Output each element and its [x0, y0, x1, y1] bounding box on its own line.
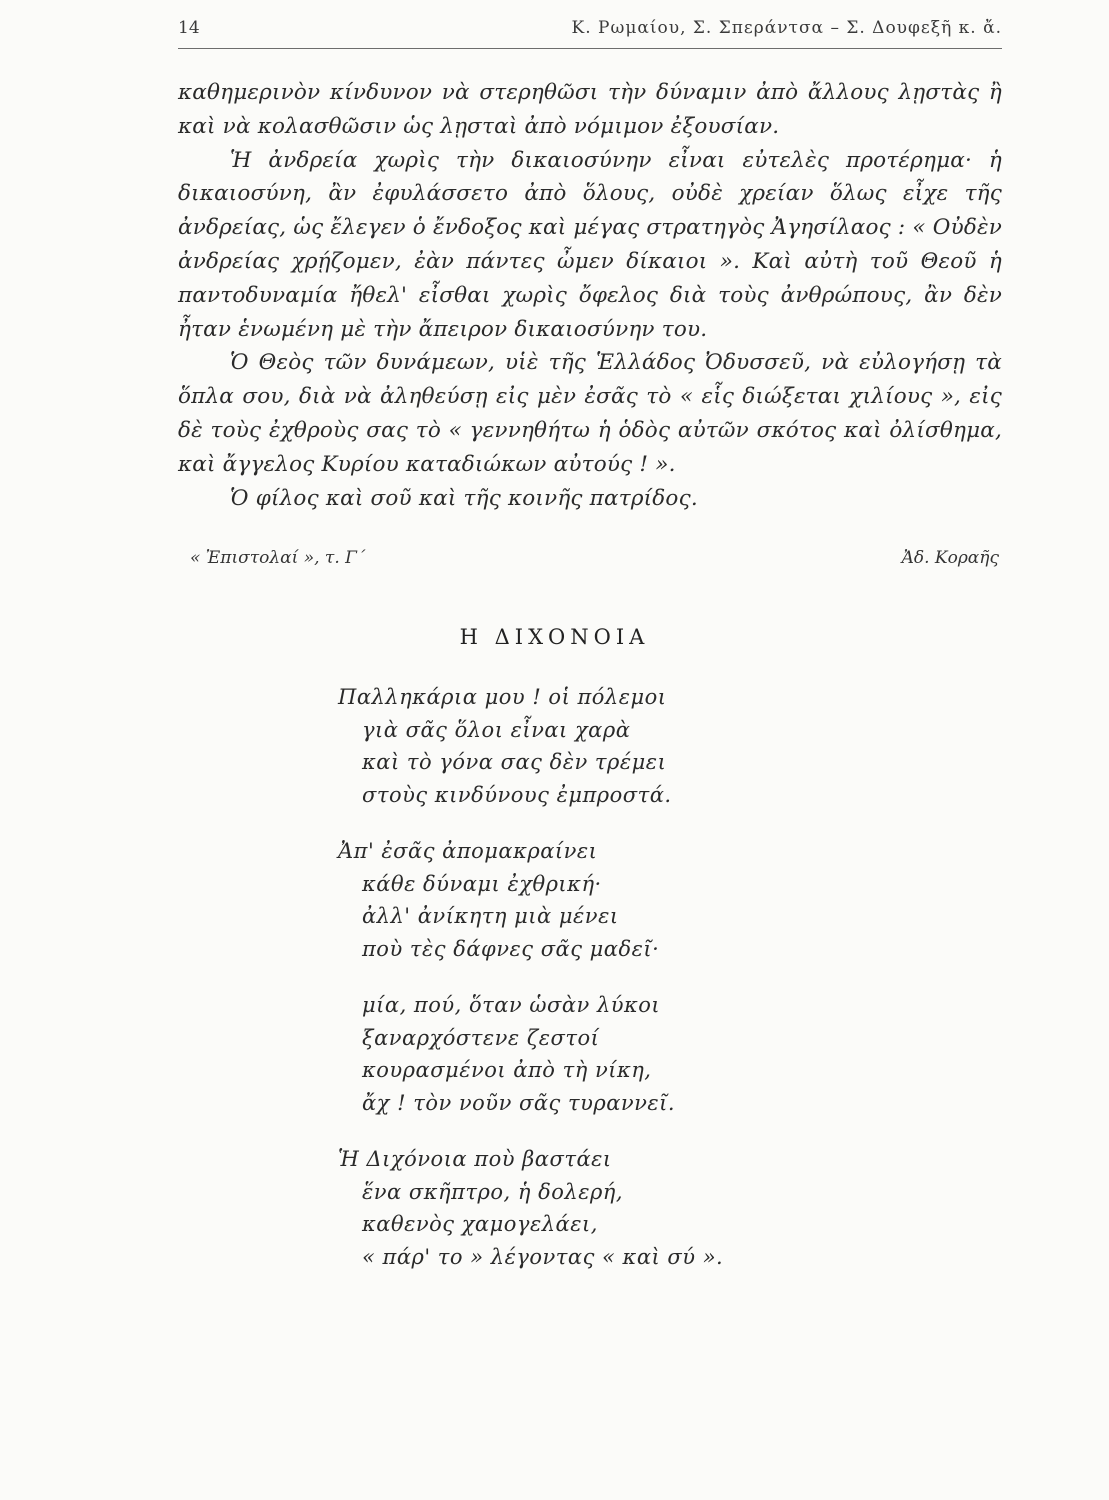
paragraph: καθημερινὸν κίνδυνον νὰ στερηθῶσι τὴν δύναμιν ἀπὸ ἄλλους λῃστὰς ἢ καὶ νὰ κολασθῶσιν ὡς λῃσταὶ ἀπὸ νόμιμον ἐξουσίαν.: [178, 80, 1002, 139]
stanza: [328, 1143, 968, 1273]
closing-line: Ὁ φίλος καὶ σοῦ καὶ τῆς κοινῆς πατρίδος.: [230, 485, 698, 511]
running-head: Κ. Ρωμαίου, Σ. Σπεράντσα – Σ. Δουφεξῆ κ. ἄ.: [571, 18, 1002, 38]
poem-line: ἄχ ! τὸν νοῦν σᾶς τυραννεῖ.: [362, 1090, 676, 1115]
poem-line: ἀλλ' ἀνίκητη μιὰ μένει: [362, 904, 619, 928]
poem-line: κάθε δύναμι ἐχθρική·: [362, 871, 602, 896]
page-header: [178, 14, 1002, 49]
poem-line: Ἡ Διχόνοια ποὺ βαστάει: [338, 1147, 612, 1171]
poem-line: κουρασμένοι ἀπὸ τὴ νίκη,: [362, 1058, 652, 1082]
stanza: [328, 681, 968, 811]
poem-line: στοὺς κινδύνους ἐμπροστά.: [362, 782, 672, 807]
poem-line: « πάρ' το » λέγοντας « καὶ σύ ».: [362, 1244, 724, 1269]
poem-line: γιὰ σᾶς ὅλοι εἶναι χαρὰ: [362, 717, 631, 742]
poem-line: καθενὸς χαμογελάει,: [362, 1212, 598, 1236]
poem-line: ἕνα σκῆπτρο, ἡ δολερή,: [362, 1179, 624, 1204]
stanza: [328, 989, 968, 1119]
poem: [328, 681, 968, 1297]
prose-text: [178, 76, 1002, 515]
poem-line: ξαναρχόστενε ζεστοί: [362, 1025, 600, 1050]
poem-line: Παλληκάρια μου ! οἱ πόλεμοι: [338, 685, 667, 709]
poem-line: Ἀπ' ἐσᾶς ἀπομακραίνει: [338, 839, 598, 863]
page-number: 14: [178, 18, 200, 38]
poem-line: καὶ τὸ γόνα σας δὲν τρέμει: [362, 750, 667, 774]
stanza: [328, 835, 968, 965]
paragraph: Ὁ Θεὸς τῶν δυνάμεων, υἱὲ τῆς Ἑλλάδος Ὀδυσσεῦ, νὰ εὐλογήσῃ τὰ ὅπλα σου, διὰ νὰ ἀληθεύσῃ εἰς μὲν ἐσᾶς τὸ « εἷς διώξεται χιλίους », εἰς δὲ τοὺς ἐχθροὺς σας τὸ « γεννηθήτω ἡ ὁδὸς αὐτῶν σκότος καὶ ὀλίσθημα, καὶ ἄγγελος Κυρίου καταδιώκων αὐτούς ! ».: [178, 350, 1002, 477]
citation-source: « Ἐπιστολαί », τ. Γ΄: [190, 548, 366, 568]
citation-author: Ἀδ. Κοραῆς: [901, 548, 999, 568]
poem-line: ποὺ τὲς δάφνες σᾶς μαδεῖ·: [362, 936, 660, 961]
poem-title: Η ΔΙΧΟΝΟΙΑ: [459, 625, 650, 649]
poem-line: μία, πού, ὅταν ὡσὰν λύκοι: [362, 993, 661, 1017]
paragraph: Ἡ ἀνδρεία χωρὶς τὴν δικαιοσύνην εἶναι εὐτελὲς προτέρημα· ἡ δικαιοσύνη, ἂν ἐφυλάσσετο ἀπὸ ὅλους, οὐδὲ χρείαν ὅλως εἶχε τῆς ἀνδρείας, ὡς ἔλεγεν ὁ ἔνδοξος καὶ μέγας στρατηγὸς Ἀγησίλαος : « Οὐδὲν ἀνδρείας χρῄζομεν, ἐὰν πάντες ὦμεν δίκαιοι ». Καὶ αὐτὴ τοῦ Θεοῦ ἡ παντοδυναμία ἤθελ' εἶσθαι χωρὶς ὄφελος διὰ τοὺς ἀνθρώπους, ἂν δὲν ἦταν ἑνωμένη μὲ τὴν ἄπειρον δικαιοσύνην του.: [178, 147, 1002, 342]
